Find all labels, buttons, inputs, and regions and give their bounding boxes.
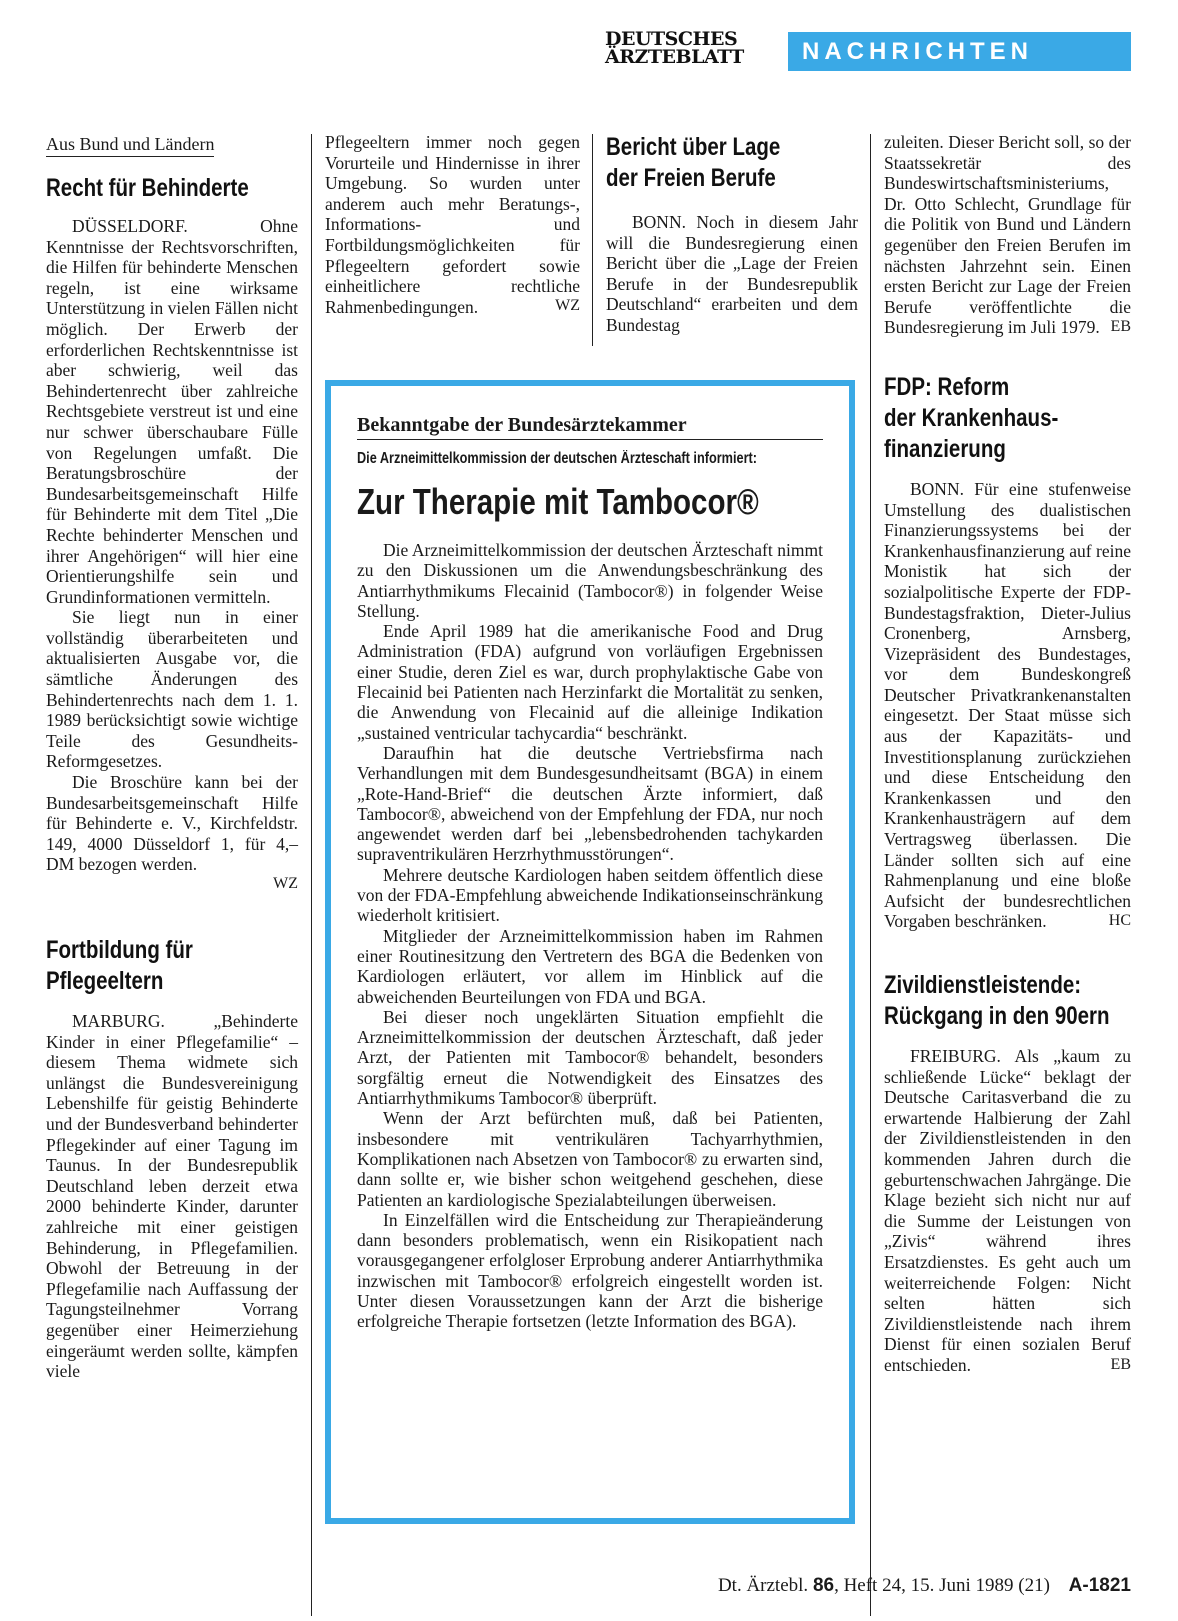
- announcement-paragraph: Ende April 1989 hat die amerikanische Food and Drug Administration (FDA) aufgrund von vorläufigen Ergebnissen einer Studie, deren Ziel es war, durch prophylaktische Gabe von Flecainid bei Patienten nach Herzinfarkt die Mortalität zu senken, die Anwendung von Flecainid auf die alleinige Indikation „sustained ventricular tachycardia“ beschränkt.: [357, 621, 823, 743]
- headline-line: der Freien Berufe: [606, 164, 776, 192]
- article-headline: [46, 935, 253, 997]
- announcement-subtitle: Die Arzneimittelkommission der deutschen Ärzteschaft informiert:: [357, 450, 757, 467]
- masthead-title: [605, 30, 775, 66]
- article-paragraph: MARBURG. „Behinderte Kinder in einer Pflegefamilie“ – diesem Thema widmete sich unlängst die Bundesvereinigung Lebenshilfe für geistig Behinderte und der Bundesverband behinderter Pflegekinder auf einer Tagung im Taunus. In der Bundesrepublik Deutschland leben derzeit etwa 2000 behinderte Kinder, darunter zahlreiche mit einer geistigen Behinderung, in Pflegefamilien. Obwohl der Betreuung in der Pflegefamilie nach Auffassung der Tagungsteilnehmer Vorrang gegenüber einer Heimerziehung eingeräumt werden sollte, kämpfen viele: [46, 1011, 298, 1382]
- announcement-paragraph: Wenn der Arzt befürchten muß, daß bei Patienten, insbesondere mit ventrikulären Tachyarrhythmien, Komplikationen nach Absetzen von Tambocor® zu erwarten sind, dann sollte er, wie bisher schon weitgehend geschehen, diese Patienten an kardiologische Spezialabteilungen überweisen.: [357, 1108, 823, 1210]
- headline-line: Bericht über Lage: [606, 133, 781, 161]
- headline-line: FDP: Reform: [884, 372, 1010, 401]
- article-headline: [884, 372, 1087, 465]
- article-paragraph: Die Broschüre kann bei der Bundesarbeitsgemeinschaft Hilfe für Behinderte e. V., Kirchfeldstr. 149, 4000 Düsseldorf 1, für 4,– DM bezogen werden.: [46, 772, 298, 875]
- headline-line: Zivildienstleistende:: [884, 971, 1082, 999]
- article-zivildienstleistende: [884, 970, 1131, 1374]
- section-kicker: Aus Bund und Ländern: [46, 133, 214, 157]
- column-2-top: [325, 132, 580, 315]
- page-number: A-1821: [1068, 1575, 1131, 1596]
- column-3-top: [606, 132, 858, 336]
- article-fortbildung-pflegeeltern: [46, 935, 298, 1382]
- masthead-title-line2: ÄRZTEBLATT: [605, 46, 744, 68]
- article-paragraph: Sie liegt nun in einer vollständig überarbeiteten und aktualisierten Ausgabe vor, die sämtliche Änderungen des Behindertenrechts nach dem 1. 1. 1989 berücksichtigt sowie wichtige Teile des Gesundheits-Reformgesetzes.: [46, 607, 298, 772]
- headline-line: Rückgang in den 90ern: [884, 1002, 1110, 1030]
- column-rule-1: [311, 134, 312, 1616]
- announcement-paragraph: In Einzelfällen wird die Entscheidung zur Therapieänderung dann besonders problematisch, wenn ein Risikopatient nach vorausgegangener erfolgloser Erprobung anderer Antiarrhythmika inzwischen mit Tambocor® erfolgreich eingestellt worden ist. Unter diesen Voraussetzungen kann der Arzt die bisherige erfolgreiche Therapie fortsetzen (letzte Information des BGA).: [357, 1209, 823, 1332]
- article-headline: [606, 132, 813, 194]
- author-signature: EB: [1110, 1355, 1131, 1373]
- column-1: [46, 133, 298, 1382]
- article-freie-berufe: [606, 132, 858, 336]
- announcement-headline: Zur Therapie mit Tambocor®: [357, 481, 759, 522]
- headline-line: Pflegeeltern: [46, 967, 164, 995]
- citation-volume: 86: [812, 1575, 835, 1596]
- headline-line: Fortbildung für: [46, 936, 193, 964]
- headline-line: finanzierung: [884, 434, 1006, 463]
- page-footer: [600, 1575, 1131, 1597]
- masthead-title-line1: DEUTSCHES: [605, 28, 738, 50]
- column-rule-3: [870, 134, 871, 1616]
- article-headline: [884, 970, 1110, 1032]
- citation-prefix: Dt. Ärztebl.: [717, 1575, 809, 1596]
- section-banner: NACHRICHTEN: [788, 32, 1131, 71]
- article-paragraph: FREIBURG. Als „kaum zu schließende Lücke“ beklagt der Deutsche Caritasverband die zu erwartende Halbierung der Zahl der Zivildienstleistenden in den kommenden Jahren durch die geburtenschwachen Jahrgänge. Die Klage bezieht sich nicht nur auf die Summe der Leistungen von „Zivis“ während ihres Ersatzdienstes. Es geht auch um weiterreichende Folgen: Nicht selten hätten sich Zivildienstleistende nach ihrem Dienst für einen sozialen Beruf entschieden.: [884, 1046, 1132, 1375]
- announcement-paragraph: Mehrere deutsche Kardiologen haben seitdem öffentlich diese von der FDA-Empfehlung abweichende Indikationseinschränkung wiederholt kritisiert.: [357, 864, 823, 926]
- column-4: [884, 132, 1131, 1374]
- article-paragraph: Pflegeeltern immer noch gegen Vorurteile und Hindernisse in ihrer Umgebung. So wurden unter anderem auch mehr Beratungs-, Informations- und Fortbildungsmöglichkeiten für Pflegeeltern gefordert sowie einheitlichere rechtliche Rahmenbedingungen.: [325, 132, 580, 317]
- article-paragraph: zuleiten. Dieser Bericht soll, so der Staatssekretär des Bundeswirtschaftsministeriums, Dr. Otto Schlecht, Grundlage für die Politik von Bund und Ländern gegenüber den Freien Berufen im nächsten Jahrzehnt sein. Einen ersten Bericht zur Lage der Freien Berufe veröffentlichte die Bundesregierung im Juli 1979.: [884, 132, 1131, 338]
- column-rule-2: [592, 134, 593, 346]
- article-recht-fuer-behinderte: [46, 173, 298, 893]
- announcement-title: Bekanntgabe der Bundesärztekammer: [357, 414, 823, 440]
- announcement-paragraph: Die Arzneimittelkommission der deutschen Ärzteschaft nimmt zu den Diskussionen um die Anwendungsbeschränkung des Antiarrhythmikums Flecainid (Tambocor®) in folgender Weise Stellung.: [357, 540, 823, 621]
- citation-rest: , Heft 24, 15. Juni 1989 (21): [834, 1575, 1050, 1596]
- author-signature: EB: [1110, 317, 1131, 335]
- article-paragraph: BONN. Noch in diesem Jahr will die Bundesregierung einen Bericht über die „Lage der Freien Berufe in der Bundesrepublik Deutschland“ erarbeiten und dem Bundestag: [606, 212, 858, 335]
- article-paragraph: DÜSSELDORF. Ohne Kenntnisse der Rechtsvorschriften, die Hilfen für behinderte Menschen regeln, ist eine wirksame Unterstützung in vielen Fällen nicht möglich. Der Erwerb der erforderlichen Rechtskenntnisse ist aber schwierig, weil das Behindertenrecht über zahlreiche Rechtsgebiete verstreut ist und eine nur schwer überschaubare Fülle von Regelungen umfaßt. Die Beratungsbroschüre der Bundesarbeitsgemeinschaft Hilfe für Behinderte mit dem Titel „Die Rechte behinderter Menschen und ihrer Angehörigen“ will hier eine Orientierungshilfe sein und Grundinformationen vermitteln.: [46, 216, 298, 607]
- author-signature: HC: [1108, 912, 1131, 929]
- article-fdp-reform: [884, 372, 1131, 930]
- article-paragraph: BONN. Für eine stufenweise Umstellung des dualistischen Finanzierungssystems bei der Krankenhausfinanzierung auf reine Monistik hat sich der sozialpolitische Experte der FDP-Bundestagsfraktion, Dieter-Julius Cronenberg, Arnsberg, Vizepräsident des Bundestages, vor dem Bundeskongreß Deutscher Privatkrankenanstalten eingesetzt. Der Staat müsse sich aus der Kapazitäts- und Investitionsplanung zurückziehen und diese Entscheidung den Krankenkassen und den Krankenhausträgern auf dem Vertragsweg überlassen. Die Länder sollten sich auf eine Rahmenplanung und eine bloße Aufsicht der bundesrechtlichen Vorgaben beschränken.: [884, 478, 1131, 932]
- headline-line: der Krankenhaus-: [884, 403, 1059, 432]
- announcement-box: [325, 380, 855, 1524]
- announcement-paragraph: Bei dieser noch ungeklärten Situation empfiehlt die Arzneimittelkommission der deutschen Ärzteschaft, daß jeder Arzt, der Patienten mit Tambocor® behandelt, besonders sorgfältig erneut die Notwendigkeit des Einsatzes des Antiarrhythmikums Tambocor® überprüft.: [357, 1006, 823, 1109]
- author-signature: WZ: [555, 297, 580, 315]
- announcement-paragraph: Mitglieder der Arzneimittelkommission haben im Rahmen einer Routinesitzung den Vertretern des BGA die Bedenken von Kardiologen erläutert, vor allem im Hinblick auf die abweichenden Beurteilungen von FDA und BGA.: [357, 925, 823, 1007]
- author-signature: WZ: [273, 875, 298, 892]
- article-headline: Recht für Behinderte: [46, 174, 249, 202]
- announcement-paragraph: Daraufhin hat die deutsche Vertriebsfirma nach Verhandlungen mit dem Bundesgesundheitsamt (BGA) in einem „Rote-Hand-Brief“ die deutschen Ärzte informiert, daß Tambocor®, abweichend von der Empfehlung der FDA, nur noch angewendet werden darf bei „lebensbedrohenden tachykarden supraventrikulären Herzrhythmusstörungen“.: [357, 742, 823, 865]
